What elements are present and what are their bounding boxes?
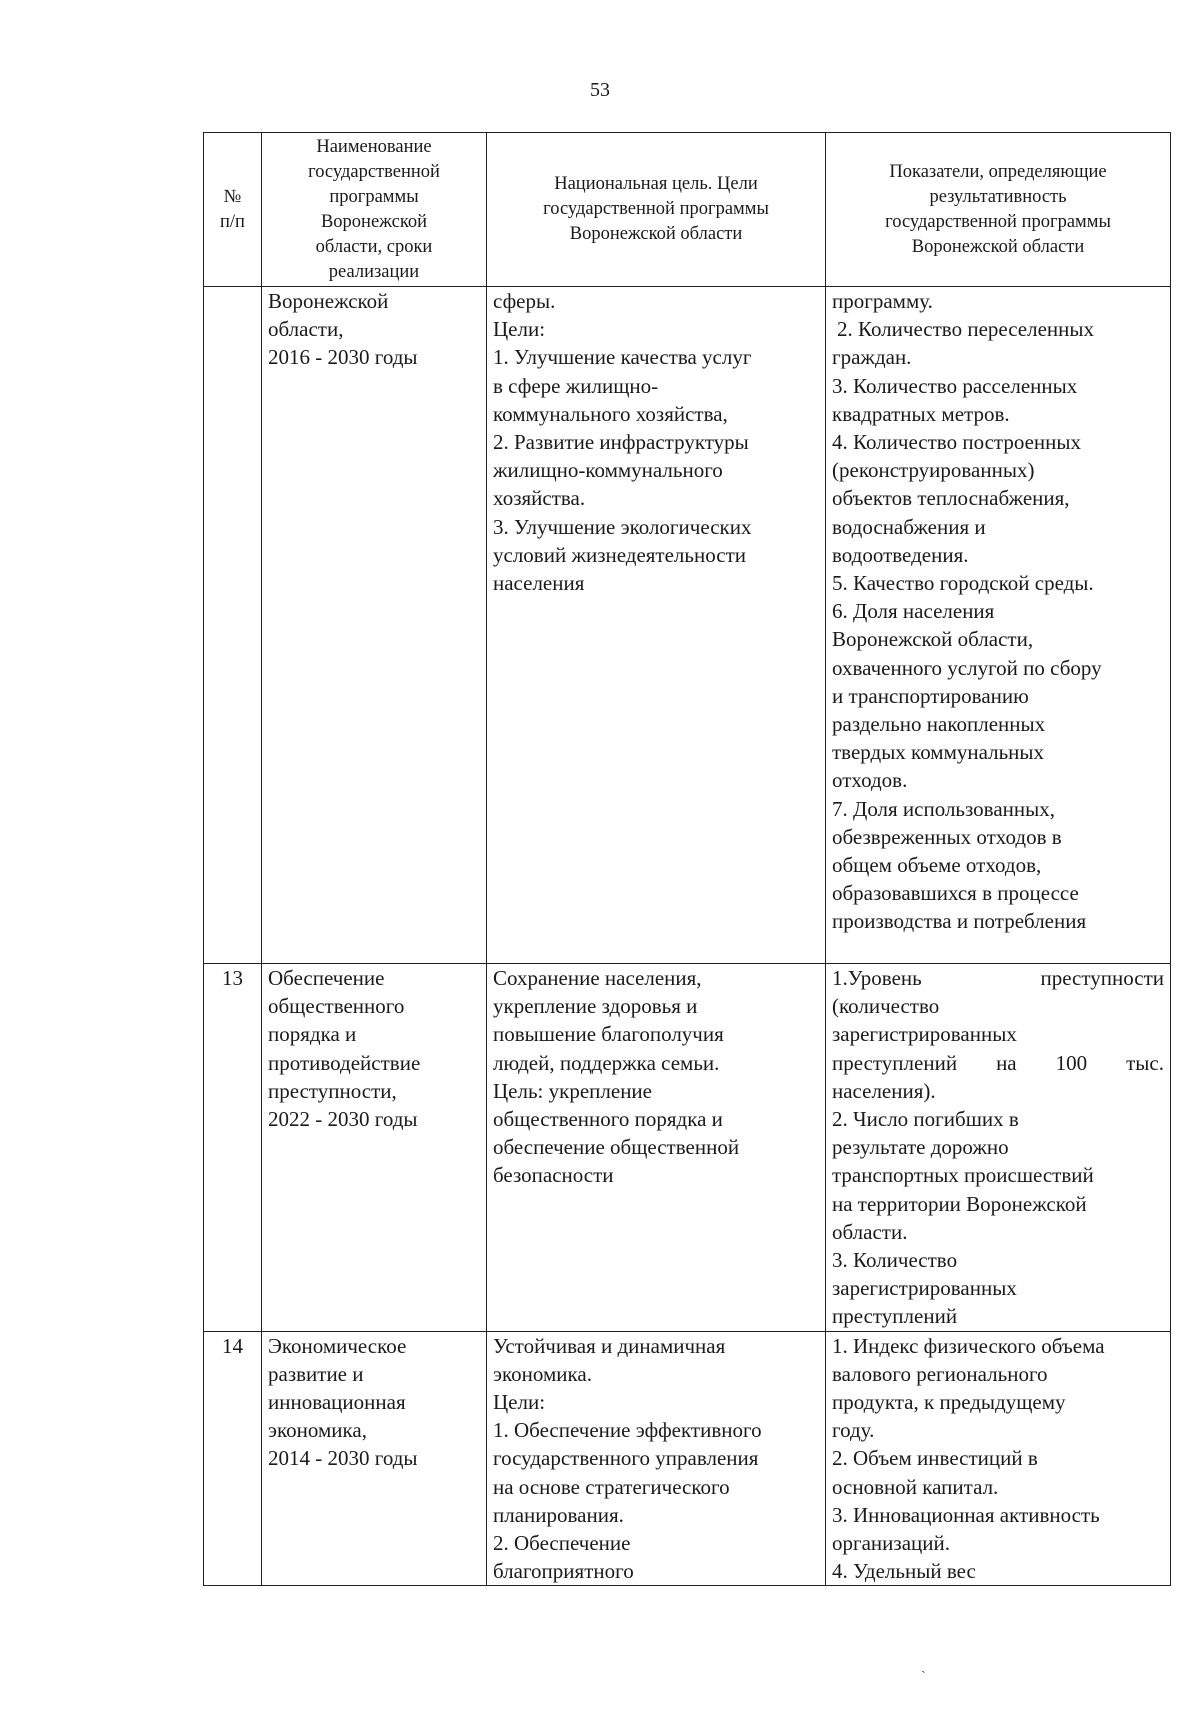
program-name-cell	[262, 964, 487, 1332]
cell-line: 7. Доля использованных,	[832, 796, 1055, 821]
header-line: области, сроки	[315, 236, 433, 257]
cell-line: Устойчивая и динамичная	[493, 1333, 726, 1358]
table-header-row	[204, 133, 1171, 287]
word: преступности	[1040, 966, 1164, 990]
word: 1.Уровень	[832, 966, 922, 990]
cell-line: продукта, к предыдущему	[832, 1390, 1066, 1415]
cell-line: преступлений	[832, 1304, 958, 1329]
cell-line: Цели:	[493, 1390, 546, 1415]
cell-line: сферы.	[493, 289, 556, 313]
header-line: Национальная цель. Цели	[554, 174, 758, 194]
cell-line	[832, 1049, 1164, 1077]
scan-speck: ˎ	[921, 1659, 926, 1674]
cell-line: зарегистрированных	[832, 1022, 1017, 1047]
cell-line: населения	[493, 571, 585, 596]
cell-line	[832, 964, 1164, 992]
cell-line: порядка и	[268, 1022, 357, 1047]
cell-line: 1. Индекс физического объема	[832, 1333, 1105, 1358]
goals-cell	[487, 287, 826, 964]
cell-line: жилищно-коммунального	[493, 458, 723, 483]
cell-line: 2. Объем инвестиций в	[832, 1446, 1038, 1471]
cell-line: хозяйства.	[493, 486, 586, 511]
header-line: Воронежской области	[911, 236, 1085, 257]
cell-line: инновационная	[268, 1390, 406, 1415]
cell-line: Цель: укрепление	[493, 1078, 652, 1103]
cell-line: в сфере жилищно-	[493, 373, 659, 398]
cell-line: объектов теплоснабжения,	[832, 486, 1070, 511]
cell-line: валового регионального	[832, 1361, 1048, 1386]
cell-line: Воронежской	[268, 289, 389, 313]
cell-line: экономика,	[268, 1418, 367, 1443]
table-row	[204, 287, 1171, 964]
cell-line: области,	[268, 317, 344, 342]
cell-line: 3. Инновационная активность	[832, 1502, 1100, 1527]
word: 100	[1055, 1050, 1088, 1075]
cell-line: области.	[832, 1219, 908, 1244]
cell-line: образовавшихся в процессе	[832, 881, 1079, 906]
cell-line: Сохранение населения,	[493, 966, 702, 990]
cell-line: на территории Воронежской	[832, 1191, 1087, 1216]
programs-table	[203, 132, 1171, 1586]
table-row	[204, 964, 1171, 1332]
cell-line: повышение благополучия	[493, 1022, 724, 1047]
cell-line: и транспортированию	[832, 683, 1029, 708]
cell-line: обеспечение общественной	[493, 1135, 740, 1160]
cell-line: 2. Развитие инфраструктуры	[493, 430, 749, 455]
cell-line: коммунального хозяйства,	[493, 401, 728, 426]
cell-line: Обеспечение	[268, 966, 385, 990]
cell-line: 3. Количество расселенных	[832, 373, 1078, 398]
cell-line: отходов.	[832, 768, 908, 793]
goals-cell	[487, 964, 826, 1332]
cell-line: условий жизнедеятельности	[493, 542, 746, 567]
goals-cell	[487, 1331, 826, 1586]
header-program	[262, 133, 487, 287]
cell-line: 5. Качество городской среды.	[832, 571, 1094, 596]
cell-line: 1. Улучшение качества услуг	[493, 345, 752, 370]
row-number: 14	[204, 1331, 262, 1586]
cell-line: на основе стратегического	[493, 1474, 730, 1499]
header-line: государственной	[308, 161, 440, 182]
cell-line: транспортных происшествий	[832, 1163, 1094, 1188]
cell-line: 2. Количество переселенных	[837, 317, 1095, 342]
cell-line: зарегистрированных	[832, 1276, 1017, 1301]
header-line: государственной программы	[543, 199, 769, 219]
page-number: 53	[590, 79, 610, 101]
cell-line: 2016 - 2030 годы	[268, 345, 418, 370]
cell-line: году.	[832, 1418, 875, 1443]
cell-line: 4. Количество построенных	[832, 430, 1082, 455]
row-number	[204, 287, 262, 964]
cell-line: раздельно накопленных	[832, 712, 1046, 737]
row-number: 13	[204, 964, 262, 1332]
cell-line: благоприятного	[493, 1559, 634, 1584]
word: тыс.	[1126, 1050, 1164, 1075]
cell-line: охваченного услугой по сбору	[832, 655, 1102, 680]
cell-line: общественного порядка и	[493, 1107, 723, 1132]
cell-line: преступности,	[268, 1078, 397, 1103]
cell-line: основной капитал.	[832, 1474, 999, 1499]
word: преступлений	[832, 1050, 958, 1075]
cell-line: Воронежской области,	[832, 627, 1034, 652]
cell-line: 4. Удельный вес	[832, 1559, 976, 1584]
header-line: Показатели, определяющие	[889, 161, 1107, 182]
cell-line: (количество	[832, 994, 940, 1019]
word: на	[996, 1050, 1017, 1075]
header-indicators	[826, 133, 1171, 287]
header-line: п/п	[220, 211, 245, 232]
cell-line: общественного	[268, 994, 405, 1019]
header-line: Воронежской области	[569, 224, 743, 244]
cell-line: 2022 - 2030 годы	[268, 1107, 418, 1132]
cell-line: 2014 - 2030 годы	[268, 1446, 418, 1471]
cell-line: организаций.	[832, 1531, 950, 1556]
cell-line: 6. Доля населения	[832, 599, 995, 624]
cell-line: 3. Улучшение экологических	[493, 514, 752, 539]
header-line: государственной программы	[885, 211, 1111, 232]
cell-line: 2. Число погибших в	[832, 1107, 1019, 1132]
cell-line: результате дорожно	[832, 1135, 1009, 1160]
cell-line: развитие и	[268, 1361, 364, 1386]
header-line: Воронежской	[320, 211, 428, 232]
header-line: результативность	[929, 186, 1067, 207]
header-line: №	[223, 186, 242, 207]
cell-line: экономика.	[493, 1361, 592, 1386]
cell-line: 3. Количество	[832, 1248, 958, 1273]
program-name-cell	[262, 1331, 487, 1586]
cell-line: укрепление здоровья и	[493, 994, 698, 1019]
indicators-cell	[826, 287, 1171, 964]
cell-line: 2. Обеспечение	[493, 1531, 631, 1556]
cell-line: водоотведения.	[832, 542, 969, 567]
cell-line: квадратных метров.	[832, 401, 1010, 426]
cell-line: Цели:	[493, 317, 546, 342]
indicators-cell	[826, 1331, 1171, 1586]
cell-line: людей, поддержка семьи.	[493, 1050, 720, 1075]
cell-line: Экономическое	[268, 1333, 407, 1358]
cell-line: общем объеме отходов,	[832, 853, 1042, 878]
program-name-cell	[262, 287, 487, 964]
cell-line: производства и потребления	[832, 909, 1087, 934]
cell-line: планирования.	[493, 1502, 624, 1527]
header-line: реализации	[328, 261, 420, 282]
header-goals	[487, 133, 826, 287]
header-line: программы	[329, 186, 419, 207]
cell-line: граждан.	[832, 345, 912, 370]
table-row	[204, 1331, 1171, 1586]
cell-line: 1. Обеспечение эффективного	[493, 1418, 762, 1443]
cell-line: программу.	[832, 289, 933, 313]
header-line: Наименование	[316, 136, 432, 157]
cell-line: государственного управления	[493, 1446, 759, 1471]
cell-line: безопасности	[493, 1163, 614, 1188]
cell-line: обезвреженных отходов в	[832, 824, 1062, 849]
cell-line: (реконструированных)	[832, 458, 1035, 483]
cell-line: населения).	[832, 1078, 936, 1103]
indicators-cell	[826, 964, 1171, 1332]
cell-line: твердых коммунальных	[832, 740, 1045, 765]
header-num	[204, 133, 262, 287]
cell-line: противодействие	[268, 1050, 421, 1075]
cell-line: водоснабжения и	[832, 514, 986, 539]
